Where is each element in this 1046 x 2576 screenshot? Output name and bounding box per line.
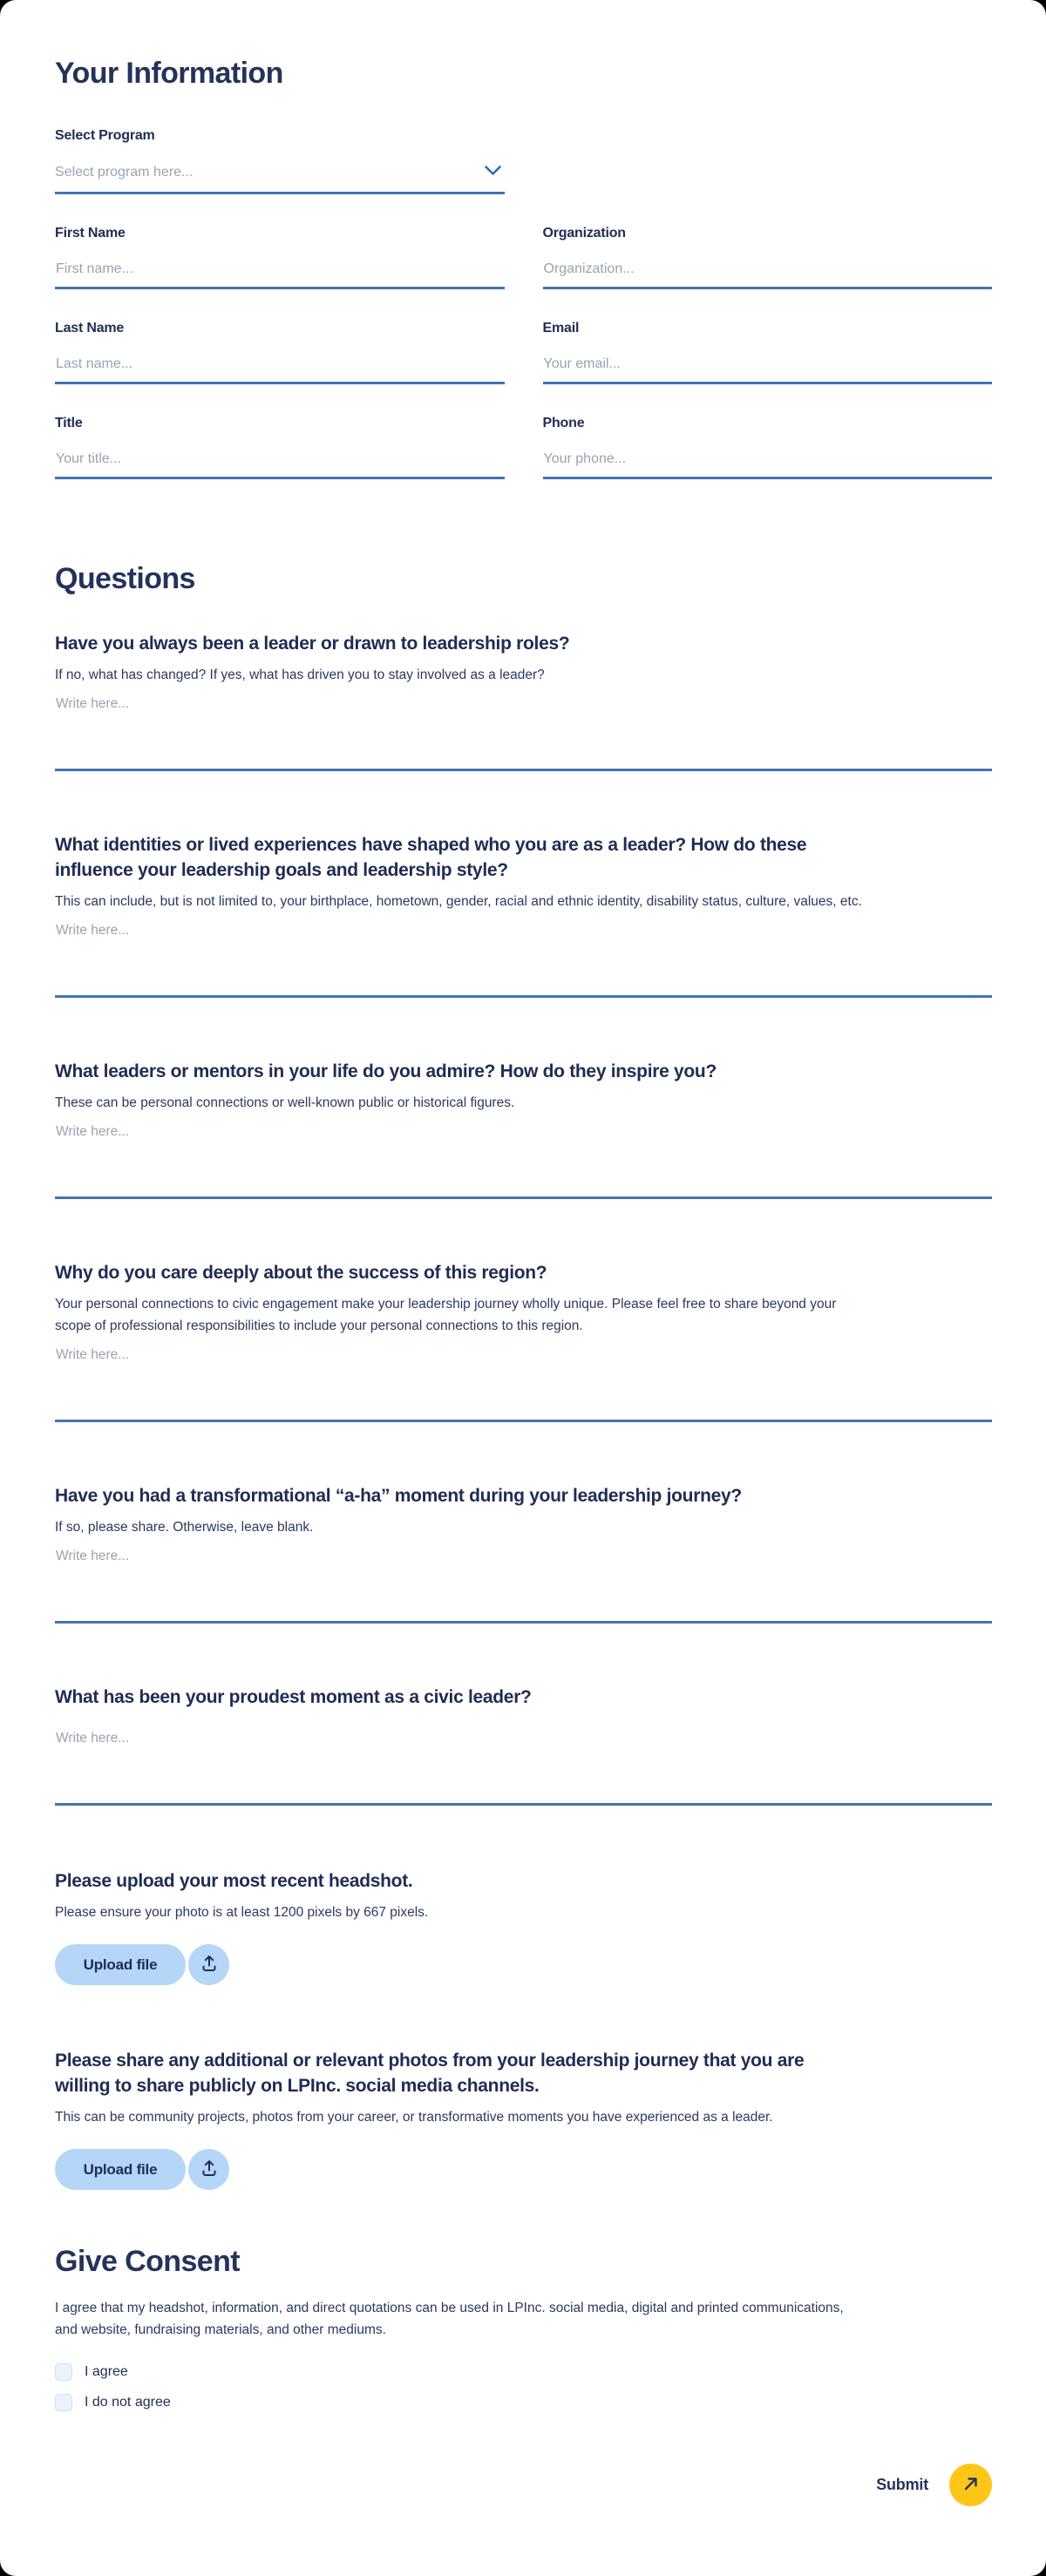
chevron-down-icon bbox=[485, 165, 501, 180]
upload-icon-button[interactable] bbox=[188, 1944, 229, 1985]
program-select[interactable] bbox=[55, 164, 505, 194]
title-label: Title bbox=[55, 416, 83, 430]
first-name-label: First Name bbox=[55, 226, 126, 241]
upload-file-button[interactable]: Upload file bbox=[55, 1944, 186, 1985]
question-block-6 bbox=[55, 1685, 992, 1806]
question-block-1 bbox=[55, 631, 992, 771]
organization-field[interactable] bbox=[543, 261, 993, 289]
question-title: What leaders or mentors in your life do you admire? How do they inspire you? bbox=[55, 1061, 717, 1081]
title-group bbox=[55, 415, 505, 479]
upload-button-row bbox=[55, 1944, 992, 1985]
consent-option-disagree[interactable] bbox=[55, 2394, 992, 2411]
disagree-checkbox[interactable] bbox=[55, 2394, 72, 2411]
row-name-organization bbox=[55, 225, 992, 289]
row-title-phone bbox=[55, 415, 992, 479]
submit-row bbox=[55, 2464, 992, 2506]
agree-checkbox[interactable] bbox=[55, 2363, 72, 2381]
title-field[interactable] bbox=[55, 451, 505, 479]
question-title: Why do you care deeply about the success of this region? bbox=[55, 1263, 547, 1283]
phone-label: Phone bbox=[542, 416, 585, 430]
upload-title: Please share any additional or relevant photos from your leadership journey that you are willing to share publicly on LPInc. social media channels. bbox=[55, 2051, 805, 2096]
program-select-placeholder: Select program here... bbox=[55, 165, 194, 180]
select-program-group bbox=[55, 127, 505, 194]
question-answer-field[interactable] bbox=[55, 693, 992, 771]
photos-upload-block bbox=[55, 2048, 992, 2190]
give-consent-heading: Give Consent bbox=[55, 2245, 240, 2278]
question-answer-field[interactable] bbox=[55, 1727, 992, 1806]
headshot-upload-block bbox=[55, 1868, 992, 1985]
question-title: Have you always been a leader or drawn to leadership roles? bbox=[55, 634, 570, 654]
last-name-field[interactable] bbox=[55, 356, 505, 384]
upload-icon bbox=[199, 2158, 220, 2181]
upload-icon-button[interactable] bbox=[188, 2149, 229, 2190]
consent-option-agree[interactable] bbox=[55, 2363, 992, 2381]
question-answer-field[interactable] bbox=[55, 1545, 992, 1624]
question-answer-field[interactable] bbox=[55, 919, 992, 998]
upload-icon bbox=[199, 1953, 220, 1976]
disagree-label: I do not agree bbox=[85, 2395, 171, 2410]
arrow-up-right-icon bbox=[961, 2474, 981, 2496]
last-name-label: Last Name bbox=[55, 321, 125, 336]
email-field[interactable] bbox=[543, 356, 993, 384]
question-answer-field[interactable] bbox=[55, 1344, 992, 1422]
question-subtitle: Your personal connections to civic engagement make your leadership journey wholly unique. Please feel free to share beyond your scope of professional responsibilities to include your personal connections to this region. bbox=[55, 1297, 837, 1333]
phone-field[interactable] bbox=[543, 451, 993, 479]
submit-label: Submit bbox=[876, 2476, 928, 2493]
questions-heading: Questions bbox=[55, 562, 195, 595]
upload-button-row bbox=[55, 2149, 992, 2190]
upload-file-button[interactable]: Upload file bbox=[55, 2149, 186, 2190]
question-subtitle: If no, what has changed? If yes, what has driven you to stay involved as a leader? bbox=[55, 668, 545, 682]
question-title: What has been your proudest moment as a civic leader? bbox=[55, 1687, 532, 1707]
question-answer-field[interactable] bbox=[55, 1121, 992, 1199]
question-block-5 bbox=[55, 1483, 992, 1624]
last-name-group bbox=[55, 320, 505, 384]
first-name-group bbox=[55, 225, 505, 289]
select-program-label: Select Program bbox=[55, 128, 155, 143]
agree-label: I agree bbox=[85, 2364, 128, 2379]
question-title: What identities or lived experiences have shaped who you are as a leader? How do these influence your leadership goals and leadership style? bbox=[55, 835, 807, 880]
first-name-field[interactable] bbox=[55, 261, 505, 289]
upload-subtitle: This can be community projects, photos from your career, or transformative moments you have experienced as a leader. bbox=[55, 2110, 773, 2125]
organization-group bbox=[543, 225, 993, 289]
organization-label: Organization bbox=[542, 226, 626, 241]
phone-group bbox=[543, 415, 993, 479]
question-block-2 bbox=[55, 832, 992, 998]
row-lastname-email bbox=[55, 320, 992, 384]
question-subtitle: These can be personal connections or well-known public or historical figures. bbox=[55, 1095, 515, 1110]
question-title: Have you had a transformational “a-ha” moment during your leadership journey? bbox=[55, 1486, 742, 1506]
question-block-3 bbox=[55, 1059, 992, 1199]
question-subtitle: This can include, but is not limited to, your birthplace, hometown, gender, racial and ethnic identity, disability status, culture, values, etc. bbox=[55, 894, 862, 909]
question-block-4 bbox=[55, 1260, 992, 1422]
question-subtitle: If so, please share. Otherwise, leave blank. bbox=[55, 1520, 314, 1535]
email-label: Email bbox=[542, 321, 580, 336]
upload-title: Please upload your most recent headshot. bbox=[55, 1871, 413, 1891]
submit-button[interactable] bbox=[949, 2464, 992, 2506]
your-information-heading: Your Information bbox=[55, 57, 283, 90]
consent-text: I agree that my headshot, information, and direct quotations can be used in LPInc. social media, digital and printed communications, and website, fundraising materials, and other mediums. bbox=[55, 2301, 844, 2337]
upload-subtitle: Please ensure your photo is at least 1200 pixels by 667 pixels. bbox=[55, 1905, 429, 1920]
email-group bbox=[543, 320, 993, 384]
